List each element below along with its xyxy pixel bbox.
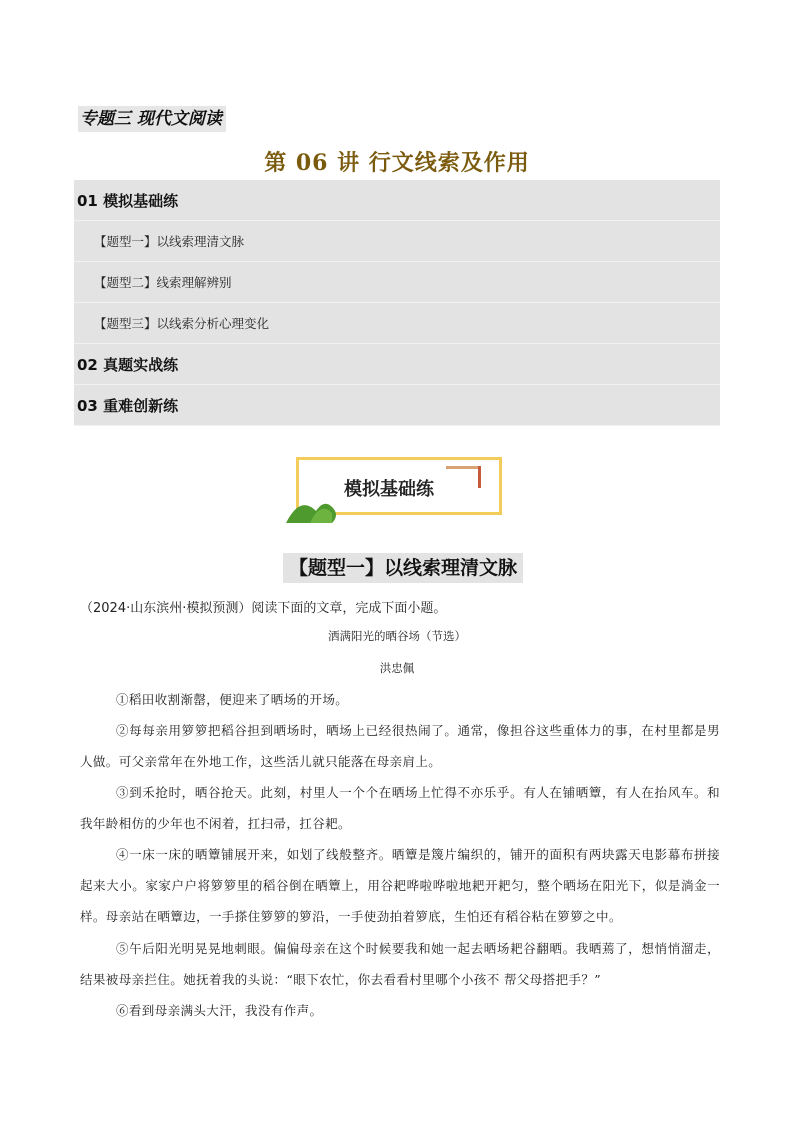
article-paragraph: ④一床一床的晒簟铺展开来，如划了线般整齐。晒簟是篾片编织的，铺开的面积有两块露天电影幕布拼接起来大小。家家户户将箩箩里的稻谷倒在晒簟上，用谷耙哗啦哗啦地耙开耙匀，整个晒场在阳光下，似是淌金一样。母亲站在晒簟边，一手搽住箩箩的箩沿，一手使劲拍着箩底，生怕还有稻谷粘在箩箩之中。 xyxy=(80,847,720,924)
article-paragraph: ⑤午后阳光明晃晃地刺眼。偏偏母亲在这个时候要我和她一起去晒场耙谷翻晒。我晒蔫了，想悄悄溜走，结果被母亲拦住。她抚着我的头说：“眼下农忙，你去看看村里哪个小孩不 帮父母搭把手？” xyxy=(80,941,720,987)
toc-item-type-three[interactable]: 【题型三】以线索分析心理变化 xyxy=(74,303,720,344)
article-title: 洒满阳光的晒谷场（节选） xyxy=(328,629,466,643)
article-author: 洪忠佩 xyxy=(379,661,415,675)
toc-item-real-exam[interactable]: 02 真题实战练 xyxy=(74,344,720,385)
toc-item-innovation[interactable]: 03 重难创新练 xyxy=(74,385,720,426)
mountains-icon xyxy=(286,493,346,523)
type-heading: 【题型一】以线索理清文脉 xyxy=(283,553,523,583)
toc-item-type-one[interactable]: 【题型一】以线索理清文脉 xyxy=(74,221,720,262)
banner-label: 模拟基础练 xyxy=(344,479,434,500)
article-paragraph: ①稻田收割渐罄，便迎来了晒场的开场。 xyxy=(116,692,349,707)
toc-item-type-two[interactable]: 【题型二】线索理解辨别 xyxy=(74,262,720,303)
section-banner xyxy=(286,455,508,525)
toc-item-mock-basic[interactable]: 01 模拟基础练 xyxy=(74,180,720,221)
table-of-contents xyxy=(74,180,720,426)
article-paragraph: ⑥看到母亲满头大汗，我没有作声。 xyxy=(116,1003,323,1018)
topic-label: 专题三 现代文阅读 xyxy=(78,106,226,132)
banner-corner-line xyxy=(446,466,480,469)
banner-corner-stroke xyxy=(478,466,481,488)
source-line: （2024·山东滨州·模拟预测）阅读下面的文章，完成下面小题。 xyxy=(80,601,447,616)
lecture-title: 第 06 讲 行文线索及作用 xyxy=(264,150,530,176)
article-paragraph: ②每每亲用箩箩把稻谷担到晒场时，晒场上已经很热闹了。通常，像担谷这些重体力的事，在村里都是男人做。可父亲常年在外地工作，这些活儿就只能落在母亲肩上。 xyxy=(80,723,720,769)
article-paragraph: ③到禾抢时，晒谷抢天。此刻，村里人一个个在晒场上忙得不亦乐乎。有人在铺晒簟，有人在抬风车。和我年龄相仿的少年也不闲着，扛扫帚，扛谷耙。 xyxy=(80,785,720,831)
